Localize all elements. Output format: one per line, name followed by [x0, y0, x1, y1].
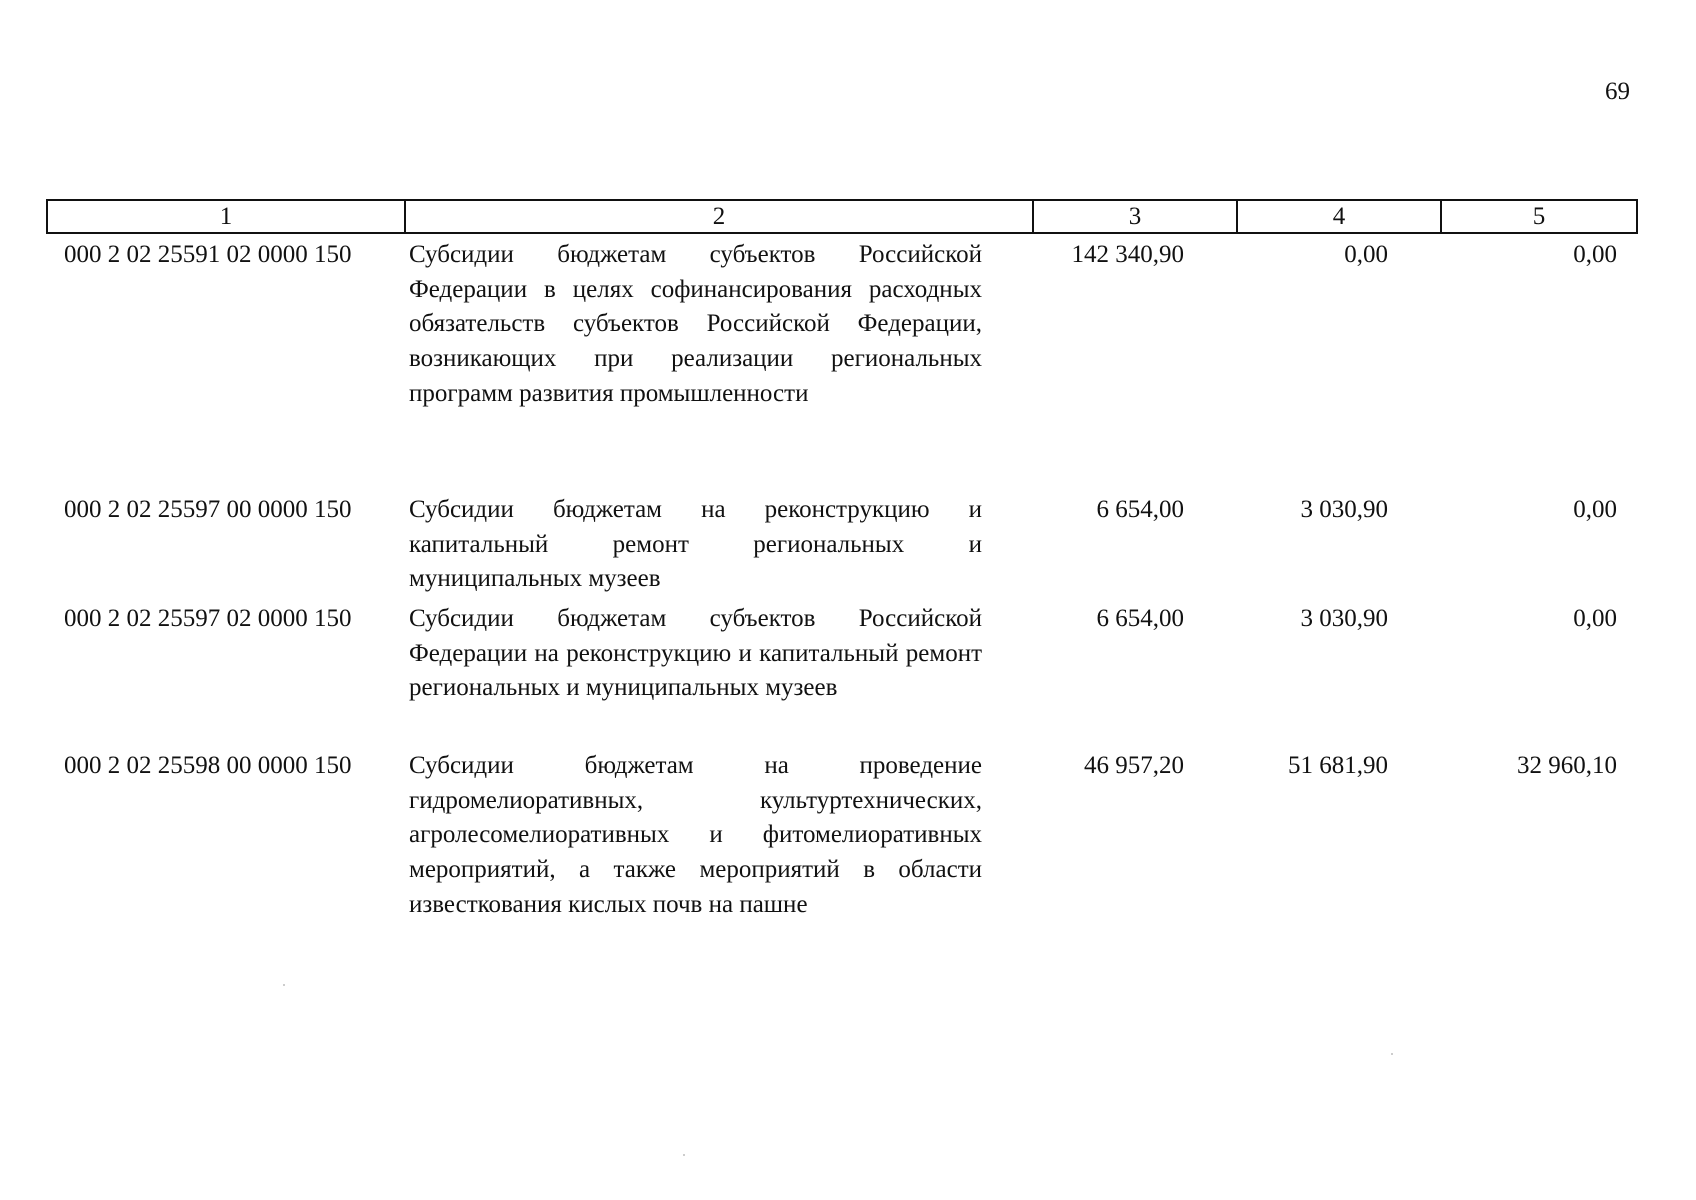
table-header-row: [46, 199, 1638, 234]
value-col-3: 6 654,00: [1096, 496, 1184, 523]
value-col-3: 46 957,20: [1084, 752, 1184, 779]
row-description: Субсидии бюджетам на проведение гидромелиоративных, культуртехнических, агролесомелиоративных и фитомелиоративных мероприятий, а также мероприятий в области известкования кислых почв на пашне: [409, 752, 982, 918]
budget-code: 000 2 02 25597 00 0000 150: [64, 496, 352, 523]
scan-speck: [1391, 1053, 1393, 1055]
header-col-1: 1: [219, 203, 233, 230]
row-description: Субсидии бюджетам субъектов Российской Федерации на реконструкцию и капитальный ремонт региональных и муниципальных музеев: [409, 605, 982, 702]
value-col-5: 0,00: [1573, 605, 1617, 632]
value-col-3: 142 340,90: [1071, 241, 1184, 268]
header-col-5: 5: [1532, 203, 1546, 230]
value-col-5: 0,00: [1573, 241, 1617, 268]
scan-speck: [683, 1154, 685, 1156]
budget-code: 000 2 02 25597 02 0000 150: [64, 605, 352, 632]
header-col-2: 2: [712, 203, 726, 230]
value-col-4: 51 681,90: [1288, 752, 1388, 779]
page-number: 69: [1605, 78, 1630, 105]
value-col-5: 0,00: [1573, 496, 1617, 523]
value-col-4: 3 030,90: [1300, 496, 1388, 523]
row-description: Субсидии бюджетам субъектов Российской Федерации в целях софинансирования расходных обязательств субъектов Российской Федерации, возникающих при реализации региональных программ развития промышленности: [409, 241, 982, 407]
value-col-4: 3 030,90: [1300, 605, 1388, 632]
header-col-4: 4: [1332, 203, 1346, 230]
row-description: Субсидии бюджетам на реконструкцию и капитальный ремонт региональных и муниципальных музеев: [409, 496, 982, 593]
scan-speck: [283, 984, 285, 986]
value-col-5: 32 960,10: [1517, 752, 1617, 779]
budget-code: 000 2 02 25591 02 0000 150: [64, 241, 352, 268]
header-col-3: 3: [1128, 203, 1142, 230]
value-col-3: 6 654,00: [1096, 605, 1184, 632]
budget-code: 000 2 02 25598 00 0000 150: [64, 752, 352, 779]
value-col-4: 0,00: [1344, 241, 1388, 268]
